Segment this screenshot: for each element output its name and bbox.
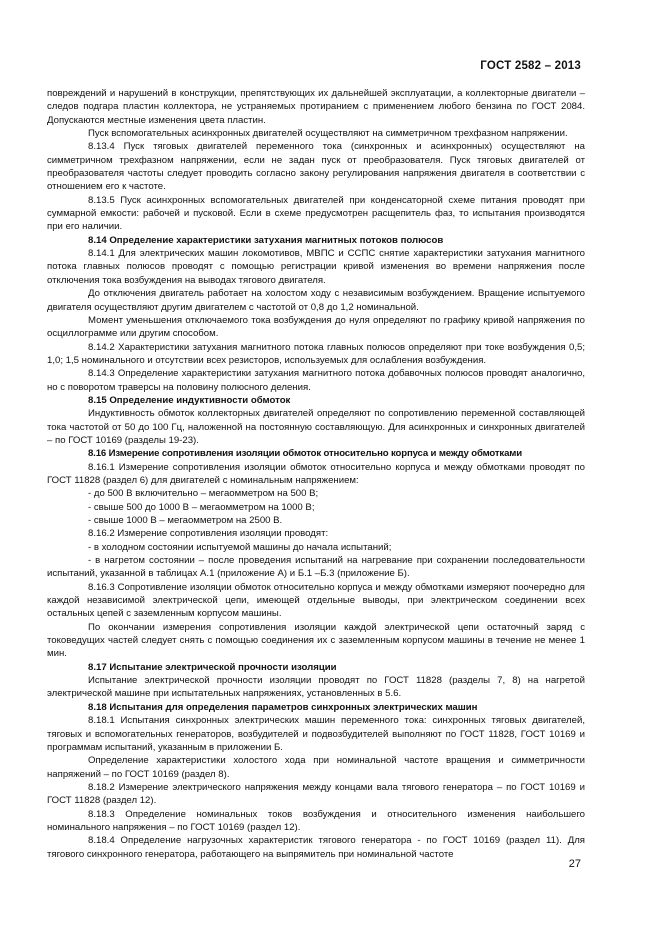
paragraph: 8.18.3 Определение номинальных токов возбуждения и относительного изменения наибольшего номинального напряжения – по ГОСТ 10169 (раздел 12). (47, 808, 585, 833)
paragraph: Индуктивность обмоток коллекторных двигателей определяют по сопротивлению переменной составляющей тока частотой от 50 до 100 Гц, наложенной на постоянную составляющую. Для асинхронных и синхронных двигателей – по ГОСТ 10169 (разделы 19-23). (47, 408, 585, 446)
paragraph: Момент уменьшения отключаемого тока возбуждения до нуля определяют по графику кривой напряжения по осциллограмме или другим способом. (47, 314, 585, 340)
paragraph: - до 500 В включительно – мегаомметром на 500 В; (88, 488, 319, 500)
paragraph: До отключения двигатель работает на холостом ходу с независимым возбуждением. Вращение испытуемого двигателя осуществляют другим двигателем с частотой от 0,8 до 1,2 номинальной. (47, 288, 585, 313)
paragraph: 8.13.4 Пуск тяговых двигателей переменного тока (синхронных и асинхронных) осуществляют на симметричном трехфазном напряжении, если не задан пуск от преобразователя. Пуск тяговых двигателей от преобразователя частоты следует проводить согласно закону регулирования напряжения двигателя в соответствии с отношением его к частоте. (47, 141, 585, 193)
section-heading: 8.16 Измерение сопротивления изоляции обмоток относительно корпуса и между обмотками (88, 448, 522, 460)
section-heading: 8.18 Испытания для определения параметров синхронных электрических машин (88, 701, 478, 713)
section-heading: 8.17 Испытание электрической прочности изоляции (88, 661, 337, 673)
paragraph: 8.14.2 Характеристики затухания магнитного потока главных полюсов определяют при токе возбуждения 0,5; 1,0; 1,5 номинального и отсутствии всех резисторов, используемых для ослабления возбуждения. (47, 341, 585, 366)
paragraph: 8.18.1 Испытания синхронных электрических машин переменного тока: синхронных тяговых двигателей, тяговых и вспомогательных генераторов, возбудителей и подвозбудителей выполняют по ГОСТ 11828, ГОСТ 10169 и программам испытаний, указанным в приложении Б. (47, 715, 585, 753)
paragraph: Пуск вспомогательных асинхронных двигателей осуществляют на симметричном трехфазном напряжении. (88, 128, 568, 140)
paragraph: Определение характеристики холостого хода при номинальной частоте вращения и симметричности напряжений – по ГОСТ 10169 (раздел 8). (47, 755, 585, 780)
paragraph: Испытание электрической прочности изоляции проводят по ГОСТ 11828 (разделы 7, 8) на нагретой электрической машине при испытательных напряжениях, установленных в 5.6. (47, 675, 585, 700)
paragraph: 8.14.1 Для электрических машин локомотивов, МВПС и ССПС снятие характеристики затухания магнитного потока главных полюсов проводят с помощью регистрации кривой изменения во времени напряжения после отключения тока возбуждения на выводах тягового двигателя. (47, 248, 585, 286)
paragraph: 8.13.5 Пуск асинхронных вспомогательных двигателей при конденсаторной схеме питания проводят при суммарной емкости: рабочей и пусковой. Если в схеме предусмотрен расщепитель фаз, то испытания производятся при его наличии. (47, 194, 585, 233)
paragraph: 8.16.1 Измерение сопротивления изоляции обмоток относительно корпуса и между обмотками проводят по ГОСТ 11828 (раздел 6) для двигателей с номинальным напряжением: (47, 461, 585, 486)
paragraph: 8.16.2 Измерение сопротивления изоляции проводят: (88, 528, 329, 540)
paragraph: 8.14.3 Определение характеристики затухания магнитного потока добавочных полюсов проводят аналогично, но с поворотом траверсы на половину полюсного деления. (47, 368, 585, 393)
paragraph: 8.16.3 Сопротивление изоляции обмоток относительно корпуса и между обмотками измеряют поочередно для каждой независимой электрической цепи, имеющей отдельные выводы, при электрическом соединении всех остальных цепей с заземленным корпусом машины. (47, 581, 585, 620)
paragraph: - в нагретом состоянии – после проведения испытаний на нагревание при сохранении последовательности испытаний, указанной в таблицах А.1 (приложение А) и Б.1 –Б.3 (приложение Б). (47, 555, 585, 580)
paragraph: По окончании измерения сопротивления изоляции каждой электрической цепи остаточный заряд с токоведущих частей следует снять с помощью соединения их с заземленным корпусом машины в течение не менее 1 мин. (47, 621, 585, 660)
document-body (47, 87, 585, 861)
paragraph: - свыше 500 до 1000 В – мегаомметром на 1000 В; (88, 501, 315, 513)
standard-header: ГОСТ 2582 – 2013 (480, 60, 581, 72)
paragraph: повреждений и нарушений в конструкции, препятствующих их дальнейшей эксплуатации, а коллекторные двигатели – следов подгара пластин коллектора, не устраняемых протиранием с применением любого бензина по ГОСТ 2084. Допускаются местные изменения цвета пластин. (47, 88, 585, 126)
page-number: 27 (568, 858, 581, 870)
paragraph: 8.18.2 Измерение электрического напряжения между концами вала тягового генератора – по ГОСТ 10169 и ГОСТ 11828 (раздел 12). (47, 781, 585, 807)
section-heading: 8.15 Определение индуктивности обмоток (88, 394, 291, 406)
paragraph: - в холодном состоянии испытуемой машины до начала испытаний; (88, 541, 392, 553)
section-heading: 8.14 Определение характеристики затухания магнитных потоков полюсов (88, 234, 444, 246)
paragraph: - свыше 1000 В – мегаомметром на 2500 В. (88, 515, 283, 526)
paragraph: 8.18.4 Определение нагрузочных характеристик тягового генератора - по ГОСТ 10169 (раздел 11). Для тягового синхронного генератора, работающего на выпрямитель при номинальной частоте (47, 835, 585, 860)
